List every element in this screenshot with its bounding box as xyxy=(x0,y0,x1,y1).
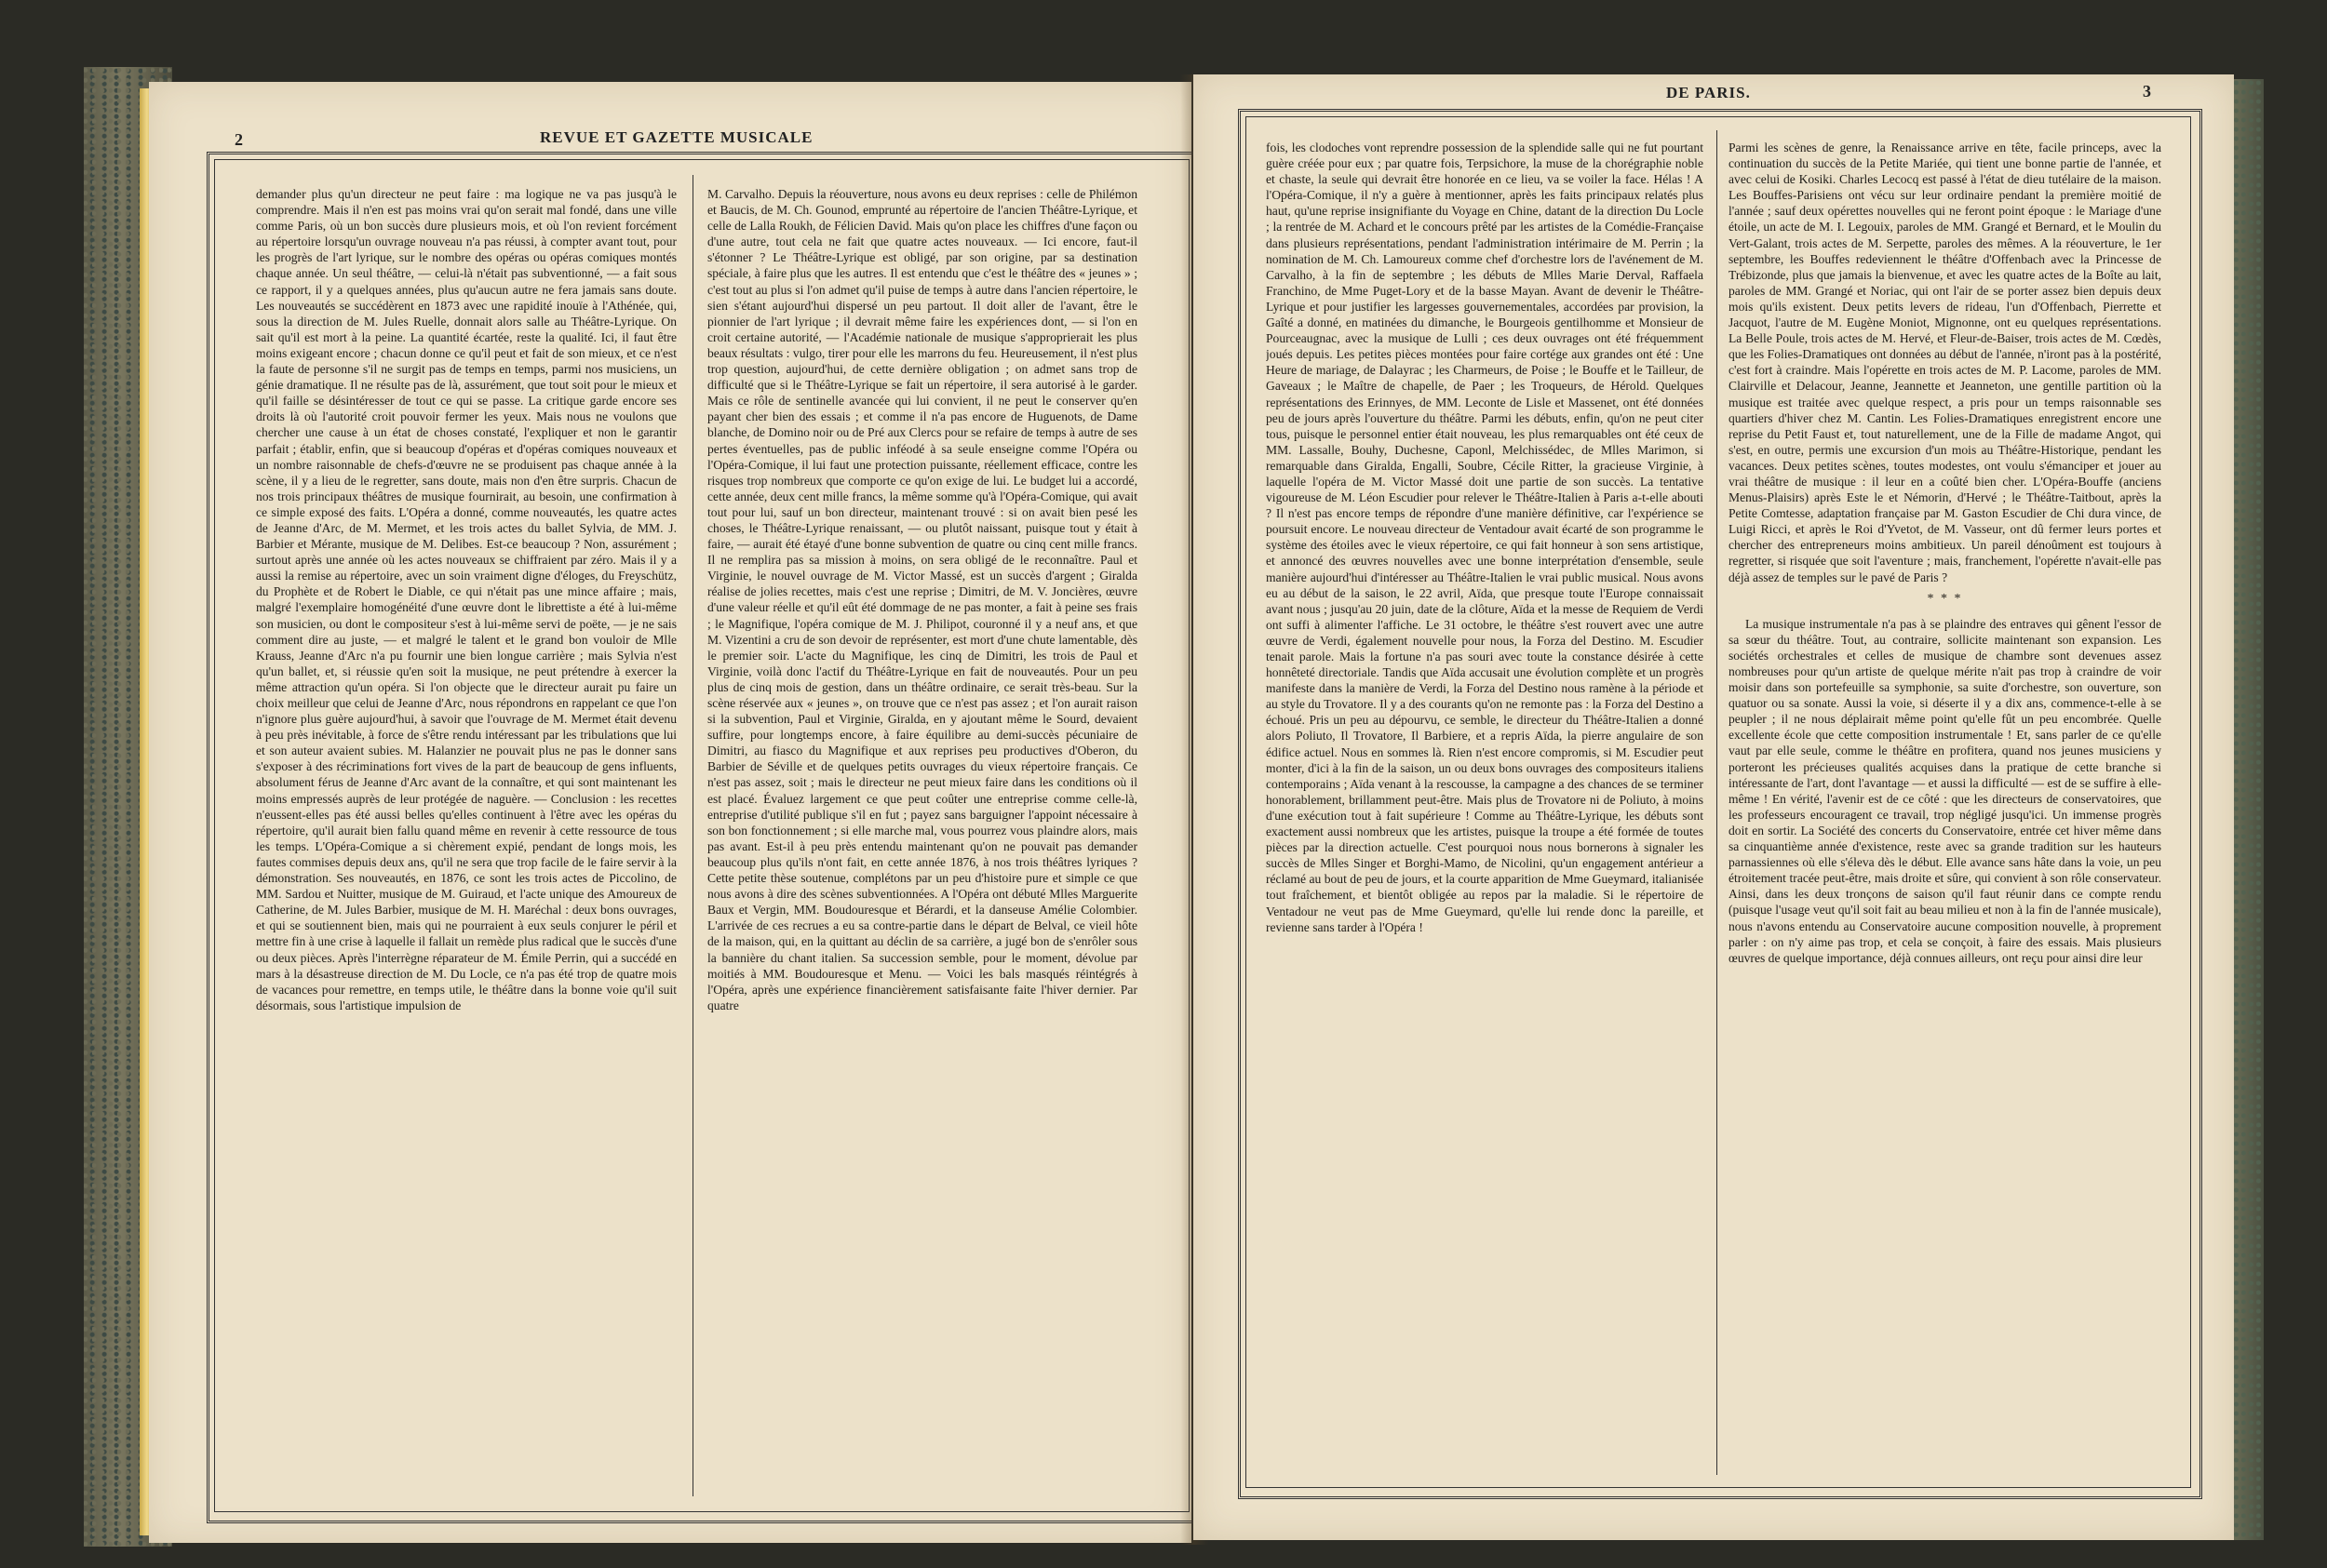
left-running-head: REVUE ET GAZETTE MUSICALE xyxy=(540,128,814,146)
right-column-rule xyxy=(1716,130,1717,1475)
right-page-number: 3 xyxy=(2143,82,2151,101)
right-page-column-2 xyxy=(1728,140,2161,1480)
right-running-head: DE PARIS. xyxy=(1666,84,1751,101)
left-page-column-1 xyxy=(256,186,677,1494)
left-col1-text: demander plus qu'un directeur ne peut faire : ma logique ne va pas jusqu'à le comprendre. Mais il n'en est pas moins vrai qu'on serait mal fondé, dans une ville comme Paris, où un bon succès dure plusieurs mois, et où l'on revient forcément au répertoire lorsqu'un ouvrage nouveau n'a pas réussi, à compter avant tout, pour les progrès de l'art lyrique, sur le nombre des opéras ou opéras comiques montés chaque année. Un seul théâtre, — celui-là n'était pas subventionné, — a fait sous ce rapport, il y a quelques années, plus qu'aucun autre ne fera jamais sans doute. Les nouveautés se succédèrent en 1873 avec une rapidité inouïe à l'Athénée, qui, sous la direction de M. Jules Ruelle, donnait alors salle au Théâtre-Lyrique. On sait qu'il est mort à la peine. La quantité écartée, reste la qualité. Ici, il faut être moins exigeant encore ; chacun donne ce qu'il peut et fait de son mieux, et ce n'est la faute de personne s'il ne surgit pas de temps en temps, parmi nos musiciens, un génie dramatique. Il ne résulte pas de là, assurément, que tout soit pour le mieux et qu'il faille se désintéresser de tout ce qui se passe. La critique garde encore ses droits là où l'autorité croit pouvoir fermer les yeux. Mais nous ne voulons que chercher une cause à un état de choses constaté, l'expliquer et non le garantir parfait ; établir, enfin, que si beaucoup d'opéras et d'opéras comiques nouveaux et un nombre raisonnable de chefs-d'œuvre ne se produisent pas chaque année à la scène, il y a lieu de le regretter, sans doute, mais non d'en être surpris. Chacun de nos trois principaux théâtres de musique fournirait, au besoin, une confirmation à ce simple exposé des faits. L'Opéra a donné, comme nouveautés, les quatre actes de Jeanne d'Arc, de M. Mermet, et les trois actes du ballet Sylvia, de MM. J. Barbier et Mérante, musique de M. Delibes. Est-ce beaucoup ? Non, assurément ; surtout après une année où les actes nouveaux se chiffraient par zéro. Mais il y a aussi la remise au répertoire, avec un soin vraiment digne d'éloges, du Freyschütz, du Prophète et de Robert le Diable, ce qui n'était pas une mince affaire ; mais, malgré l'exemplaire homogénéité d'une œuvre dont le librettiste a été à lui-même son musicien, ou dont le compositeur s'est à lui-même servi de poëte, — je ne sais comment dire au juste, — et malgré le talent et le grand bon vouloir de Mlle Krauss, Jeanne d'Arc n'a pu fournir une bien longue carrière ; mais Sylvia n'est qu'un ballet, et, si réussie qu'en soit la musique, ne peut prétendre à exercer la même attraction qu'un opéra. Si l'on objecte que le directeur aurait pu faire un choix meilleur que celui de Jeanne d'Arc, nous répondrons en rappelant ce que l'on n'ignore plus guère aujourd'hui, à savoir que l'ouvrage de M. Mermet était devenu à peu près inévitable, à force de s'être rendu intéressant par les tribulations que lui et son auteur avaient subies. M. Halanzier ne pouvait plus ne pas le donner sans s'exposer à des récriminations fort vives de la part de beaucoup de gens influents, absolument férus de Jeanne d'Arc avant de la connaître, et qui sont maintenant les moins empressés auprès de leur protégée de naguère. — Conclusion : les recettes n'eussent-elles pas été aussi belles qu'elles continuent à l'être avec les opéras du répertoire, qu'il aurait bien fallu quand même en revenir à cette ressource de tous les temps. L'Opéra-Comique a si chèrement expié, pendant de longs mois, les fautes commises depuis deux ans, qu'il ne sera que trop facile de le faire servir à la démonstration. Ses nouveautés, en 1876, ce sont les trois actes de Piccolino, de MM. Sardou et Nuitter, musique de M. Guiraud, et l'acte unique des Amoureux de Catherine, de M. Jules Barbier, musique de M. H. Maréchal : deux bons ouvrages, et qui se soutiennent bien, mais qui ne pourraient à eux seuls conjurer le péril et mettre fin à une crise à laquelle il fallait un remède plus radical que le succès d'une ou deux pièces. Après l'interrègne réparateur de M. Émile Perrin, qui a succédé en mars à la désastreuse direction de M. Du Locle, ce n'a pas été trop de quatre mois de vacances pour remettre, en temps utile, le théâtre dans la bonne voie qu'il suit désormais, sous l'artistique impulsion de xyxy=(256,187,677,1012)
right-col2-text-b: La musique instrumentale n'a pas à se plaindre des entraves qui gênent l'essor de sa sœur du théâtre. Tout, au contraire, sollicite maintenant son expansion. Les sociétés orchestrales et celles de musique de chambre sont devenues assez nombreuses pour qu'un artiste de quelque mérite n'ait pas trop à craindre de voir moisir dans son portefeuille sa symphonie, sa suite d'orchestre, son ouverture, son quatuor ou sa sonate. Aussi la voie, si déserte il y a dix ans, commence-t-elle à se peupler ; il ne nous déplairait même point qu'elle fût un peu encombrée. Quelle excellente école que cette composition instrumentale ! Et, sans parler de ce qu'elle vaut par elle seule, comme le théâtre en profitera, quand nos jeunes musiciens y porteront les précieuses qualités acquises dans la pratique de cette branche si intéressante de l'art, dont l'avantage — et aussi la difficulté — est de se suffire à elle-même ! En vérité, l'avenir est de ce côté : que les directeurs de conservatoires, que les professeurs encouragent ce travail, trop négligé jusqu'ici. Un immense progrès doit en sortir. La Société des concerts du Conservatoire, entrée cet hiver même dans sa cinquantième année d'existence, reste avec sa grande tradition sur les hauteurs parnassiennes où elle s'éleva dès le début. Elle avance sans hâte dans la voie, un peu étroitement tracée peut-être, mais droite et sûre, qui convient à son rôle conservateur. Ainsi, dans les deux tronçons de saison qu'il faut réunir dans ce compte rendu (puisque l'usage veut qu'il soit fait au beau milieu et non à la fin de l'année musicale), nous n'avons entendu au Conservatoire aucune composition nouvelle, à proprement parler : on n'y aime pas trop, et cela se conçoit, à faire des essais. Mais plusieurs œuvres de quelque importance, déjà connues ailleurs, ont reçu pour ainsi dire leur xyxy=(1728,616,2161,965)
right-col2-text-a: Parmi les scènes de genre, la Renaissance arrive en tête, facile princeps, avec la continuation du succès de la Petite Mariée, qui tient une bonne partie de l'année, et avec celui de Kosiki. Charles Lecocq est passé à l'état de dieu tutélaire de la maison. Les Bouffes-Parisiens ont vécu sur leur ordinaire pendant la première moitié de l'année ; sauf deux opérettes nouvelles qui ne feront point époque : le Mariage d'une étoile, un acte de M. I. Legouix, paroles de MM. Grangé et Bernard, et le Moulin du Vert-Galant, trois actes de M. Serpette, paroles des mêmes. A la réouverture, le 1er septembre, les Bouffes redeviennent le théâtre d'Offenbach avec la Princesse de Trébizonde, plus que jamais la bienvenue, et avec les quatre actes de la Boîte au lait, paroles de MM. Grangé et Noriac, qui ont l'air de se porter assez bien depuis deux mois qu'ils existent. Deux petits levers de rideau, l'un d'Offenbach, Pierrette et Jacquot, l'autre de M. Eugène Moniot, Mignonne, ont eu quelques représentations. La Belle Poule, trois actes de M. Hervé, et Fleur-de-Baiser, trois actes de M. Cœdès, que les Folies-Dramatiques ont données au début de l'année, n'iront pas à la postérité, c'est fort à craindre. Mais l'opérette en trois actes de M. P. Lacome, paroles de MM. Clairville et Delacour, Jeanne, Jeannette et Jeanneton, une gentille partition où la musique est traitée avec quelque respect, a pris pour un temps raisonnable ses quartiers d'hiver chez M. Cantin. Les Folies-Dramatiques enregistrent encore une reprise du Petit Faust et, tout naturellement, une de la Fille de madame Angot, qui s'est, en outre, permis une excursion d'un mois au Théâtre-Historique, pendant les vacances. Deux petites scènes, toutes modestes, ont voulu s'émanciper et jouer au vrai théâtre de musique : il leur en a coûté bien cher. L'Opéra-Bouffe (anciens Menus-Plaisirs) après Este le et Némorin, d'Hervé ; le Théâtre-Taitbout, après la Petite Comtesse, adaptation française par M. Gaston Escudier de Chi dura vince, de Luigi Ricci, et après le Roi d'Yvetot, de M. Vasseur, ont dû fermer leurs portes et chercher des entrepreneurs moins ambitieux. Un pareil dénoûment est toujours à regretter, si risquée que soit l'aventure ; mais, franchement, l'opérette n'avait-elle pas déjà assez de temples sur le pavé de Paris ? xyxy=(1728,141,2161,584)
left-page-column-2 xyxy=(707,186,1137,1494)
left-page xyxy=(149,82,1191,1543)
left-page-number: 2 xyxy=(235,130,243,149)
right-page xyxy=(1193,74,2234,1540)
right-page-column-1 xyxy=(1266,140,1703,1480)
right-col1-text: fois, les clodoches vont reprendre possession de la splendide salle qui ne fut pourtant guère créée pour eux ; par quatre fois, Terpsichore, la muse de la chorégraphie noble et chaste, la seule qui devrait être honorée en ce lieu, va se voiler la face. Hélas ! A l'Opéra-Comique, il n'y a guère à mentionner, après les faits principaux relatés plus haut, qu'une reprise insignifiante du Voyage en Chine, datant de la direction Du Locle ; la rentrée de M. Achard et le concours prêté par les artistes de la Comédie-Française dans plusieurs représentations, pendant l'administration intérimaire de M. Perrin ; la nomination de M. Ch. Lamoureux comme chef d'orchestre lors de l'avénement de M. Carvalho, à la fin de septembre ; les débuts de Mlles Marie Derval, Raffaela Franchino, de Mme Puget-Lory et de la basse Mayan. Avant de devenir le Théâtre-Lyrique et pour justifier les largesses gouvernementales, accordées par provision, la Gaîté a donné, en matinées du dimanche, le Bourgeois gentilhomme et Monsieur de Pourceaugnac, avec la musique de Lulli ; ces deux ouvrages ont été fréquemment joués depuis. Les petites pièces montées pour faire cortége aux grandes ont été : Une Heure de mariage, de Dalayrac ; les Charmeurs, de Poise ; le Bouffe et le Tailleur, de Gaveaux ; le Maître de chapelle, de Paer ; les Troqueurs, de Hérold. Quelques représentations des Erinnyes, de MM. Leconte de Lisle et Massenet, ont été données peu de jours après l'ouverture du théâtre. Parmi les débuts, enfin, qu'on ne peut citer tous, puisque le personnel entier était nouveau, les plus remarquables ont été ceux de MM. Lassalle, Bouhy, Duchesne, Caponl, Melchissédec, de Mlles Marimon, si remarquable dans Giralda, Engalli, Soubre, Cécile Ritter, la gracieuse Virginie, à laquelle l'opéra de M. Victor Massé doit une partie de son succès. La tentative vigoureuse de M. Léon Escudier pour relever le Théâtre-Italien à Paris a-t-elle abouti ? Il n'est pas encore temps de répondre d'une manière définitive, car l'expérience se poursuit encore. Le nouveau directeur de Ventadour avait écarté de son programme le système des étoiles avec le vieux répertoire, ce qui fait honneur à son sens artistique, et annoncé des œuvres nouvelles avec une bonne interprétation d'ensemble, seule manière aujourd'hui d'intéresser au Théâtre-Italien le vrai public musical. Nous avons eu au début de la saison, le 22 avril, Aïda, que presque toute l'Europe connaissait avant nous ; jusqu'au 20 juin, date de la clôture, Aïda et la messe de Requiem de Verdi ont suffi à alimenter l'affiche. Le 31 octobre, le théâtre s'est rouvert avec une autre œuvre de Verdi, également nouvelle pour nous, la Forza del Destino. M. Escudier tenait parole. Mais la fortune n'a pas souri avec toute la constance désirée à cette honnêteté directoriale. Tandis que Aïda accusait une évolution complète et un progrès manifeste dans la manière de Verdi, la Forza del Destino nous ramène à la période et au style du Trovatore. Il y a des courants qu'on ne remonte pas : la Forza del Destino a échoué. Pris un peu au dépourvu, ce semble, le directeur du Théâtre-Italien a donné alors Poliuto, Il Trovatore, Il Barbiere, et a repris Aïda, la pierre angulaire de son édifice actuel. Nous en sommes là. Rien n'est encore compromis, si M. Escudier peut monter, d'ici à la fin de la saison, un ou deux bons ouvrages des compositeurs italiens contemporains ; Aïda venant à la rescousse, la campagne a des chances de se terminer honorablement, brillamment peut-être. Mais plus de Trovatore ni de Poliuto, à moins d'une exécution tout à fait supérieure ! Comme au Théâtre-Lyrique, les débuts sont exactement aussi nombreux que les artistes, puisque la troupe a été formée de toutes pièces par la direction actuelle. C'est pourquoi nous nous bornerons à signaler les succès de Mlles Singer et Borghi-Mamo, de Nicolini, qu'un engagement antérieur a réclamé au bout de peu de jours, et la courte apparition de Mme Gueymard, italianisée tout fraîchement, et bientôt obligée au repos par la maladie. Si le répertoire de Ventadour ne veut pas de Mme Gueymard, qu'elle lui rende donc la pareille, et revienne sans tarder à l'Opéra ! xyxy=(1266,141,1703,934)
left-col2-text: M. Carvalho. Depuis la réouverture, nous avons eu deux reprises : celle de Philémon et Baucis, de M. Ch. Gounod, emprunté au répertoire de l'ancien Théâtre-Lyrique, et celle de Lalla Roukh, de Félicien David. Mais qu'on place les chiffres d'une façon ou d'une autre, tout cela ne fait que quatre actes nouveaux. — Ici encore, faut-il s'étonner ? Le Théâtre-Lyrique est obligé, par son origine, par sa destination spéciale, à faire plus que les autres. Il est entendu que c'est le théâtre des « jeunes » ; c'est tout au plus si l'on admet qu'il puise de temps à autre dans l'ancien répertoire, le sien s'étant aujourd'hui dispersé un peu partout. Il doit aller de l'avant, être le pionnier de l'art lyrique ; il devrait même faire les expériences dont, — si l'on en croit certaine autorité, — l'Académie nationale de musique s'approprierait les plus beaux résultats : vulgo, tirer pour elle les marrons du feu. Heureusement, il n'est plus trop question, aujourd'hui, de cette dernière obligation ; on admet sans trop de difficulté que si le Théâtre-Lyrique se fait un répertoire, il sera autorisé à le garder. Mais ce rôle de sentinelle avancée qui lui convient, il ne peut le conserver qu'en payant cher bien des essais ; et comme il n'a pas encore de Huguenots, de Dame blanche, de Domino noir ou de Pré aux Clercs pour se refaire de temps à autre de ses pertes éventuelles, pas de public inféodé à sa seule enseigne comme l'Opéra ou l'Opéra-Comique, il lui faut une protection puissante, réellement efficace, contre les risques trop nombreux que comporte ce qu'on exige de lui. Le budget lui a accordé, cette année, deux cent mille francs, la même somme qu'à l'Opéra-Comique, qui avait tout pour lui, sauf un bon directeur, maintenant trouvé : si on avait bien pesé les choses, le Théâtre-Lyrique renaissant, — ou plutôt naissant, puisque tout y était à faire, — aurait été étayé d'une bonne subvention de quatre ou cinq cent mille francs. Il ne remplira pas sa mission à moins, on sera obligé de le reconnaître. Paul et Virginie, le nouvel ouvrage de M. Victor Massé, est un succès d'argent ; Giralda réalise de jolies recettes, mais c'est une reprise ; Dimitri, de M. V. Joncières, œuvre d'une valeur réelle et qu'il eût été dommage de ne pas monter, a fait à peine ses frais ; le Magnifique, l'opéra comique de M. J. Philipot, couronné il y a neuf ans, et que M. Vizentini a cru de son devoir de représenter, est mort d'une chute lamentable, dès le premier soir. L'acte du Magnifique, les cinq de Dimitri, les trois de Paul et Virginie, voilà donc l'actif du Théâtre-Lyrique en fait de nouveautés. Pour un peu plus de cinq mois de gestion, dans un théâtre ordinaire, ce serait très-beau. Sur la scène réservée aux « jeunes », on trouve que ce n'est pas assez ; et l'on aurait raison si la subvention, Paul et Virginie, Giralda, en y ajoutant même le Sourd, devaient suffire, pour longtemps encore, à faire équilibre au demi-succès pécuniaire de Dimitri, au fiasco du Magnifique et aux reprises peu productives d'Oberon, du Barbier de Séville et de quelques petits ouvrages du vieux répertoire français. Ce n'est pas assez, soit ; mais le directeur ne peut mieux faire dans les conditions où il est placé. Évaluez largement ce que peut coûter une entreprise comme celle-là, entreprise d'utilité publique s'il en fut ; payez sans barguigner l'appoint nécessaire à son bon fonctionnement ; si elle marche mal, vous pourrez vous plaindre alors, mais pas avant. Est-il à peu près entendu maintenant qu'on ne pouvait pas demander beaucoup plus qu'ils n'ont fait, en cette année 1876, à nos trois théâtres lyriques ? Cette petite thèse soutenue, complétons par un peu d'histoire pure et simple ce que nous avons à dire des scènes subventionnées. A l'Opéra ont débuté Mlles Marguerite Baux et Vergin, MM. Boudouresque et Bérardi, et la danseuse Amélie Colombier. L'arrivée de ces recrues a eu sa contre-partie dans le départ de Belval, ce vieil hôte de la maison, qui, en la quittant au déclin de sa carrière, a jugé bon de s'enrôler sous la bannière du chant italien. Sa succession semble, pour le moment, dévolue par moitiés à MM. Boudouresque et Menu. — Voici les bals masqués réintégrés à l'Opéra, après une expérience financièrement satisfaisante faite l'hiver dernier. Par quatre xyxy=(707,187,1137,1012)
section-separator: * * * xyxy=(1927,591,1963,606)
